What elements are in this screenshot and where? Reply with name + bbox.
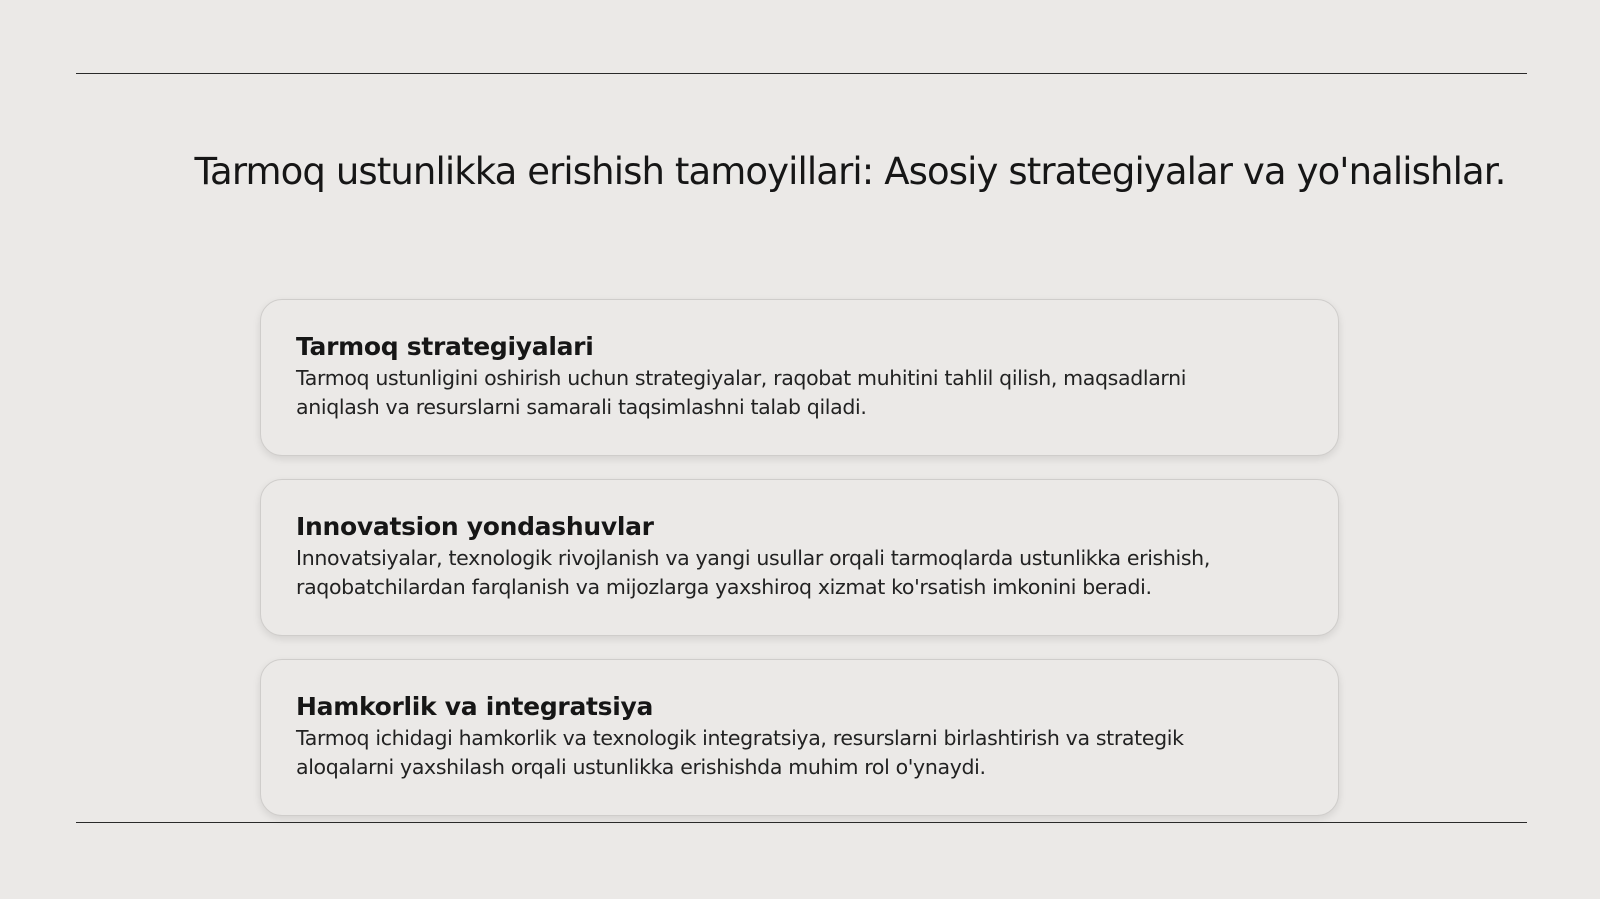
card-text: Tarmoq ustunligini oshirish uchun strategiyalar, raqobat muhitini tahlil qilish, maqsadlarni aniqlash va resurslarni samarali taqsimlashni talab qiladi. <box>296 366 1187 419</box>
top-divider <box>76 73 1527 74</box>
card-text: Innovatsiyalar, texnologik rivojlanish va yangi usullar orqali tarmoqlarda ustunlikka erishish, raqobatchilardan farqlanish va mijozlarga yaxshiroq xizmat ko'rsatish imkonini beradi. <box>296 546 1210 599</box>
card-list <box>260 299 1339 816</box>
card-title: Tarmoq strategiyalari <box>296 332 594 361</box>
slide-title: Tarmoq ustunlikka erishish tamoyillari: Asosiy strategiyalar va yo'nalishlar. <box>194 150 1506 193</box>
card-text: Tarmoq ichidagi hamkorlik va texnologik integratsiya, resurslarni birlashtirish va strategik aloqalarni yaxshilash orqali ustunlikka erishishda muhim rol o'ynaydi. <box>296 726 1184 779</box>
bottom-divider <box>76 822 1527 823</box>
card-title: Innovatsion yondashuvlar <box>296 512 654 541</box>
card-title: Hamkorlik va integratsiya <box>296 692 654 721</box>
card-network-strategies <box>260 299 1339 456</box>
card-cooperation-integration <box>260 659 1339 816</box>
card-innovative-approaches <box>260 479 1339 636</box>
